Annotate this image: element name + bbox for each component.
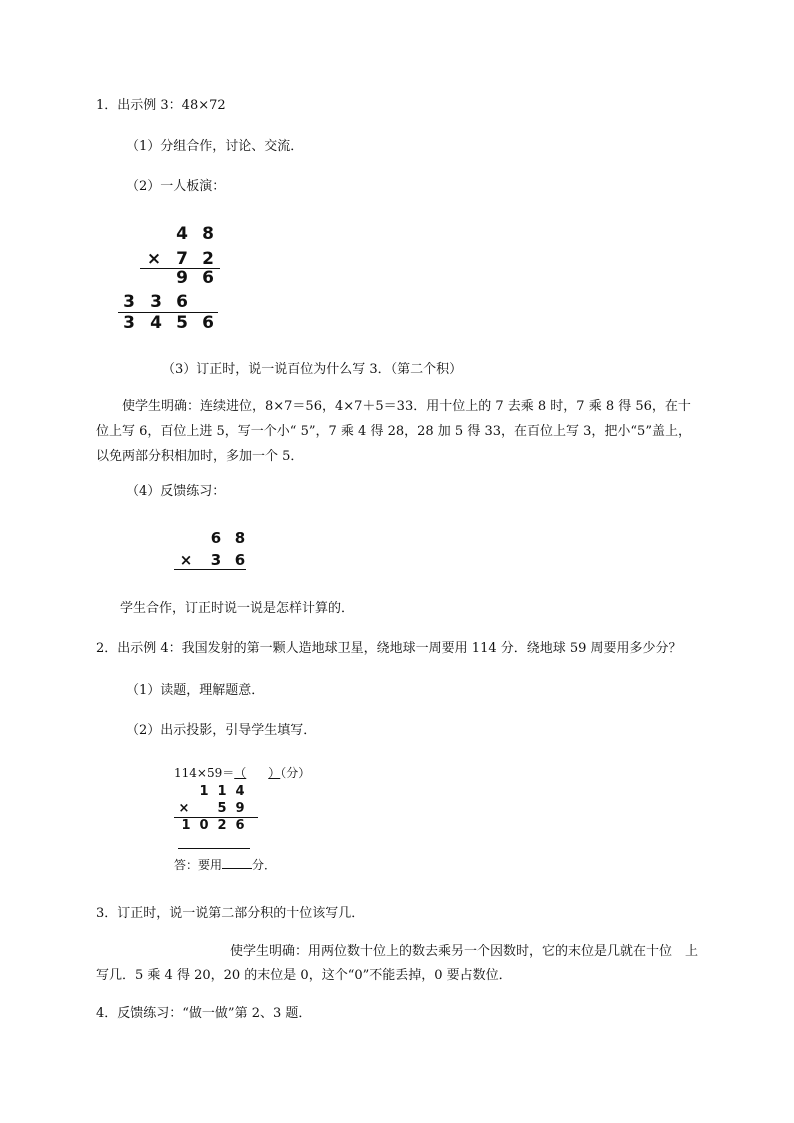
answer-prefix: 答：要用 <box>174 858 223 872</box>
calc3-digit: 9 <box>235 801 245 816</box>
calc1-digit: 6 <box>176 292 188 312</box>
calc3-blank-rule <box>178 848 250 849</box>
step-2-board-demo: （2）一人板演： <box>126 179 226 194</box>
calc1-digit: 3 <box>123 313 135 333</box>
step-read-problem: （1）读题，理解题意． <box>126 683 265 698</box>
item-3-correction: 3．订正时，说一说第二部分积的十位该写几． <box>96 906 365 921</box>
calc3-digit: 1 <box>181 818 191 833</box>
calc3-digit: 0 <box>199 818 209 833</box>
student-cooperation-note: 学生合作，订正时说一说是怎样计算的． <box>120 601 355 616</box>
multiply-sign: × <box>179 551 193 569</box>
calc2-digit: 3 <box>210 551 222 569</box>
step-4-feedback: （4）反馈练习： <box>126 484 226 499</box>
step-1-group-discussion: （1）分组合作，讨论、交流． <box>126 139 304 154</box>
calc1-digit: 6 <box>202 268 214 288</box>
step-projection: （2）出示投影，引导学生填写． <box>126 723 317 738</box>
multiply-sign: × <box>178 801 190 816</box>
calc3-digit: 1 <box>199 784 209 799</box>
calc3-digit: 4 <box>235 784 245 799</box>
calc2-digit: 6 <box>210 529 222 547</box>
equation-unit: （分） <box>280 766 311 780</box>
calc3-digit: 6 <box>235 818 245 833</box>
calc3-digit: 1 <box>217 784 227 799</box>
answer-suffix: 分． <box>252 858 277 872</box>
calc2-digit: 8 <box>234 529 246 547</box>
calc1-digit: 4 <box>150 313 162 333</box>
calc1-digit: 6 <box>202 313 214 333</box>
equation-left: 114×59＝ <box>174 766 235 780</box>
calc1-digit: 5 <box>176 313 188 333</box>
item-4-feedback-practice: 4．反馈练习：“做一做”第 2、3 题． <box>96 1006 312 1021</box>
item-3-explanation-line-1: 使学生明确：用两位数十位上的数去乘另一个因数时，它的末位是几就在十位 上 <box>230 944 699 959</box>
calc1-digit: 3 <box>123 292 135 312</box>
calc2-digit: 6 <box>234 551 246 569</box>
example-4-heading: 2．出示例 4：我国发射的第一颗人造地球卫星，绕地球一周要用 114 分．绕地球 59 周要用多少分？ <box>96 641 682 656</box>
explanation-paragraph: 使学生明确：连续进位，8×7＝56，4×7＋5＝33．用十位上的 7 去乘 8 时，7 乘 8 得 56，在十位上写 6，百位上进 5，写一个小“ 5”，7 乘 4 得 28，28 加 5 得 33，在百位上写 3，把小“5”盖上，以免两部分积相加时，多加一个 5． <box>96 399 691 464</box>
calc1-digit: 3 <box>150 292 162 312</box>
equation-blank: （ ） <box>234 766 281 780</box>
item-3-explanation-line-2: 写几．5 乘 4 得 20，20 的末位是 0，这个“0”不能丢掉，0 要占数位． <box>96 968 512 983</box>
calc1-digit: 7 <box>176 249 188 269</box>
calc1-digit: 9 <box>176 268 188 288</box>
calc1-digit: 2 <box>202 249 214 269</box>
step-3-correction: （3）订正时，说一说百位为什么写 3．（第二个积） <box>162 362 463 377</box>
answer-line <box>174 857 276 873</box>
calc3-digit: 2 <box>217 818 227 833</box>
calc3-digit: 5 <box>217 801 227 816</box>
calc2-rule <box>174 569 246 570</box>
multiply-sign: × <box>146 249 162 269</box>
calc1-digit: 8 <box>202 224 214 244</box>
equation-line <box>174 765 310 781</box>
example-3-heading: 1．出示例 3：48×72 <box>96 98 226 113</box>
answer-blank <box>222 868 252 869</box>
calc1-digit: 4 <box>176 224 188 244</box>
